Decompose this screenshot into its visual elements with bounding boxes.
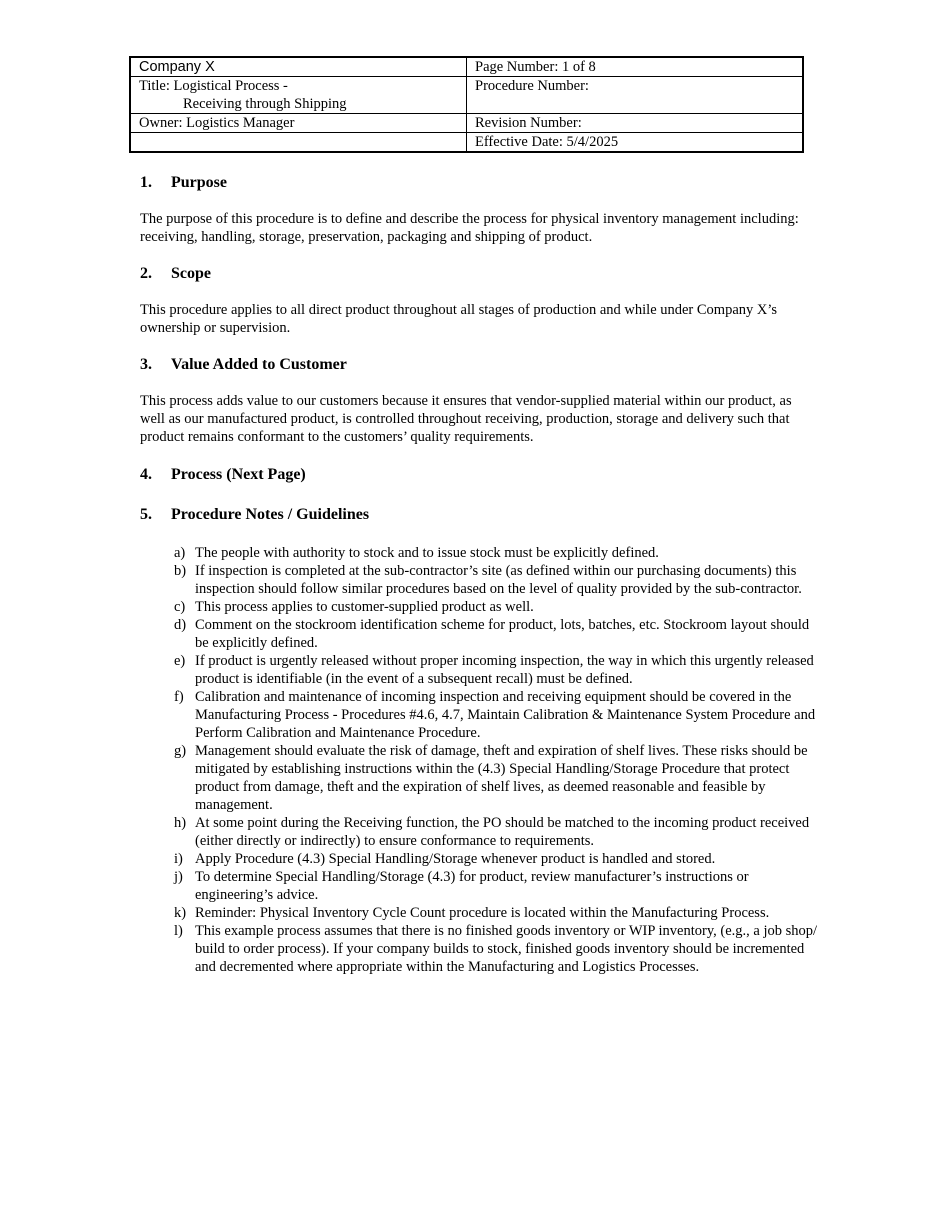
list-item: l) This example process assumes that there is no finished goods inventory or WIP inventory, (e.g., a job shop/ build to order process). If your company builds to stock, finished goods inventory should be incremented and decremented where appropriate within the Manufacturing and Logistics Processes. [174, 923, 818, 975]
company-name: Company X [130, 57, 467, 77]
section-text: This process adds value to our customers because it ensures that vendor-supplied material within our product, as well as our manufactured product, is controlled throughout receiving, production, storage and delivery such that product remains conformant to the customers’ quality requirements. [140, 393, 792, 445]
section-text: This procedure applies to all direct product throughout all stages of production and while under Company X’s ownership or supervision. [140, 302, 778, 336]
list-item: a) The people with authority to stock and to issue stock must be explicitly defined. [174, 545, 659, 561]
list-item: d) Comment on the stockroom identification scheme for product, lots, batches, etc. Stockroom layout should be explicitly defined. [174, 617, 810, 651]
empty-cell [130, 133, 467, 153]
section-purpose [140, 173, 812, 246]
section-heading: 1. Purpose [140, 174, 227, 191]
page-number: Page Number: 1 of 8 [467, 57, 804, 77]
header-table [129, 56, 804, 153]
list-item: f) Calibration and maintenance of incoming inspection and receiving equipment should be covered in the Manufacturing Process - Procedures #4.6, 4.7, Maintain Calibration & Maintenance System Procedure and Perform Calibration and Maintenance Procedure. [174, 689, 816, 741]
section-process [140, 465, 812, 485]
doc-title-line2: Receiving through Shipping [183, 96, 347, 112]
list-item: h) At some point during the Receiving function, the PO should be matched to the incoming product received (either directly or indirectly) to ensure conformance to requirements. [174, 815, 810, 849]
effective-date: Effective Date: 5/4/2025 [467, 133, 804, 153]
list-item: e) If product is urgently released without proper incoming inspection, the way in which this urgently released product is identifiable (in the event of a subsequent recall) must be defined. [174, 653, 814, 687]
section-heading: 4. Process (Next Page) [140, 466, 306, 483]
doc-title-line1: Title: Logistical Process - [139, 78, 288, 94]
header-row [130, 133, 803, 153]
owner: Owner: Logistics Manager [130, 114, 467, 133]
header-row [130, 114, 803, 133]
list-item: g) Management should evaluate the risk of damage, theft and expiration of shelf lives. These risks should be mitigated by establishing instructions within the (4.3) Special Handling/Storage Procedure that protect product from damage, theft and the expiration of shelf lives, as deemed reasonable and feasible by management. [174, 743, 808, 813]
section-text: The purpose of this procedure is to define and describe the process for physical inventory management including: receiving, handling, storage, preservation, packaging and shipping of product. [140, 211, 799, 245]
list-item: b) If inspection is completed at the sub-contractor’s site (as defined within our purchasing documents) this inspection should follow similar procedures based on the level of quality provided by the sub-contractor. [174, 563, 802, 597]
list-item: k) Reminder: Physical Inventory Cycle Count procedure is located within the Manufacturing Process. [174, 905, 770, 921]
doc-title [130, 77, 467, 114]
header-row [130, 77, 803, 114]
section-heading: 2. Scope [140, 265, 211, 282]
revision-number: Revision Number: [467, 114, 804, 133]
list-item: c) This process applies to customer-supplied product as well. [174, 599, 534, 615]
section-scope [140, 264, 812, 337]
header-row [130, 57, 803, 77]
procedure-number: Procedure Number: [467, 77, 804, 114]
list-item: j) To determine Special Handling/Storage (4.3) for product, review manufacturer’s instructions or engineering’s advice. [174, 869, 749, 903]
notes-list [174, 544, 819, 976]
section-procedure-notes [140, 505, 812, 525]
list-item: i) Apply Procedure (4.3) Special Handling/Storage whenever product is handled and stored. [174, 851, 716, 867]
section-heading: 5. Procedure Notes / Guidelines [140, 506, 370, 523]
section-value-added [140, 355, 812, 446]
section-heading: 3. Value Added to Customer [140, 356, 347, 373]
